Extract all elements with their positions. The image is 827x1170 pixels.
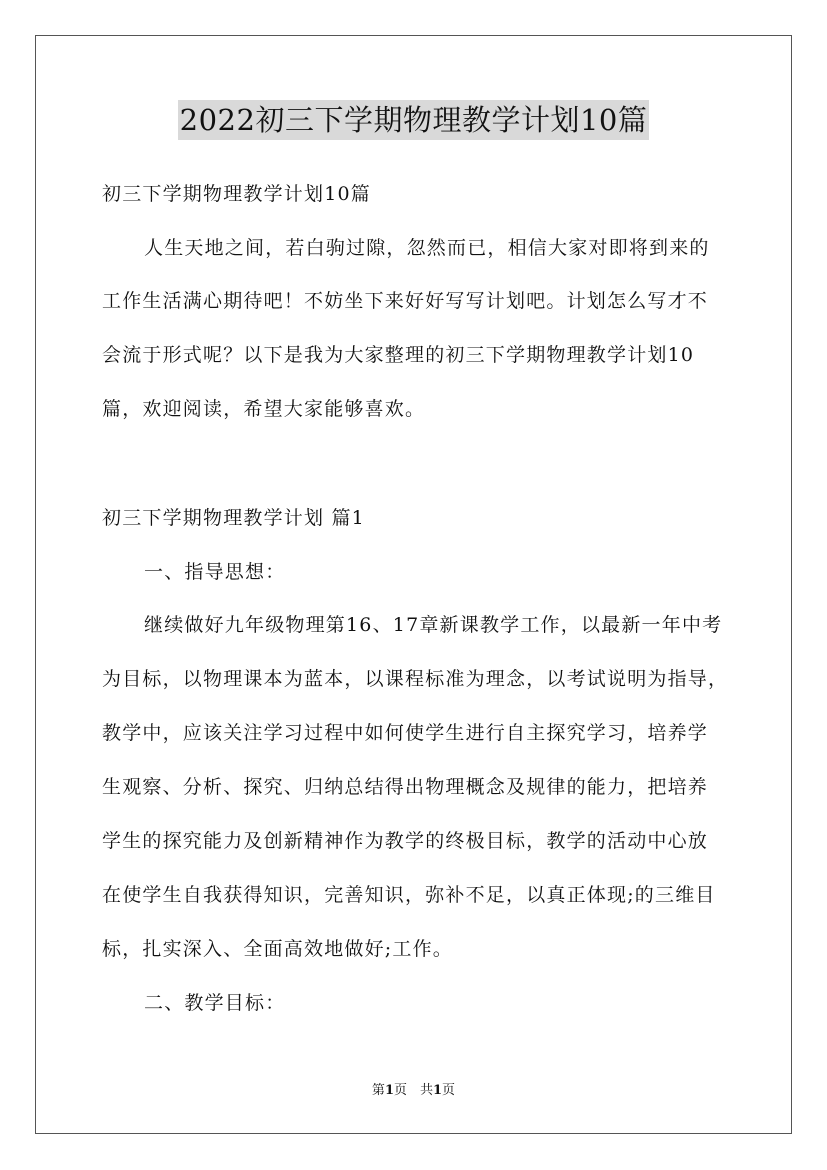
footer-page-total: 1 [433,1083,443,1098]
document-subtitle: 初三下学期物理教学计划10篇 [102,183,371,205]
section-title: 初三下学期物理教学计划 篇1 [102,507,365,529]
paragraph-line: 学生的探究能力及创新精神作为教学的终极目标，教学的活动中心放 [102,830,709,852]
paragraph-line: 标，扎实深入、全面高效地做好;工作。 [102,938,454,960]
paragraph-line: 为目标，以物理课本为蓝本，以课程标准为理念，以考试说明为指导， [102,668,729,690]
document-title: 2022初三下学期物理教学计划10篇 [178,100,650,140]
paragraph-line: 生观察、分析、探究、归纳总结得出物理概念及规律的能力，把培养 [102,776,709,798]
intro-line: 会流于形式呢？以下是我为大家整理的初三下学期物理教学计划10 [102,344,695,366]
page-footer [0,1083,827,1099]
footer-page-number: 1 [384,1083,394,1098]
heading-teaching-goals: 二、教学目标： [144,992,286,1014]
footer-page-prefix: 第 [371,1083,385,1098]
heading-guiding-ideology: 一、指导思想： [144,561,286,583]
footer-page-suffix: 页 [442,1083,456,1098]
footer-page-mid: 页 共 [393,1083,433,1098]
intro-line: 人生天地之间，若白驹过隙，忽然而已，相信大家对即将到来的 [144,237,710,259]
intro-line: 工作生活满心期待吧！不妨坐下来好好写写计划吧。计划怎么写才不 [102,290,709,312]
paragraph-line: 在使学生自我获得知识，完善知识，弥补不足，以真正体现;的三维目 [102,884,716,906]
paragraph-line: 教学中，应该关注学习过程中如何使学生进行自主探究学习，培养学 [102,722,709,744]
paragraph-line: 继续做好九年级物理第16、17章新课教学工作，以最新一年中考 [144,614,723,636]
title-container [0,100,827,140]
intro-line: 篇，欢迎阅读，希望大家能够喜欢。 [102,398,426,420]
